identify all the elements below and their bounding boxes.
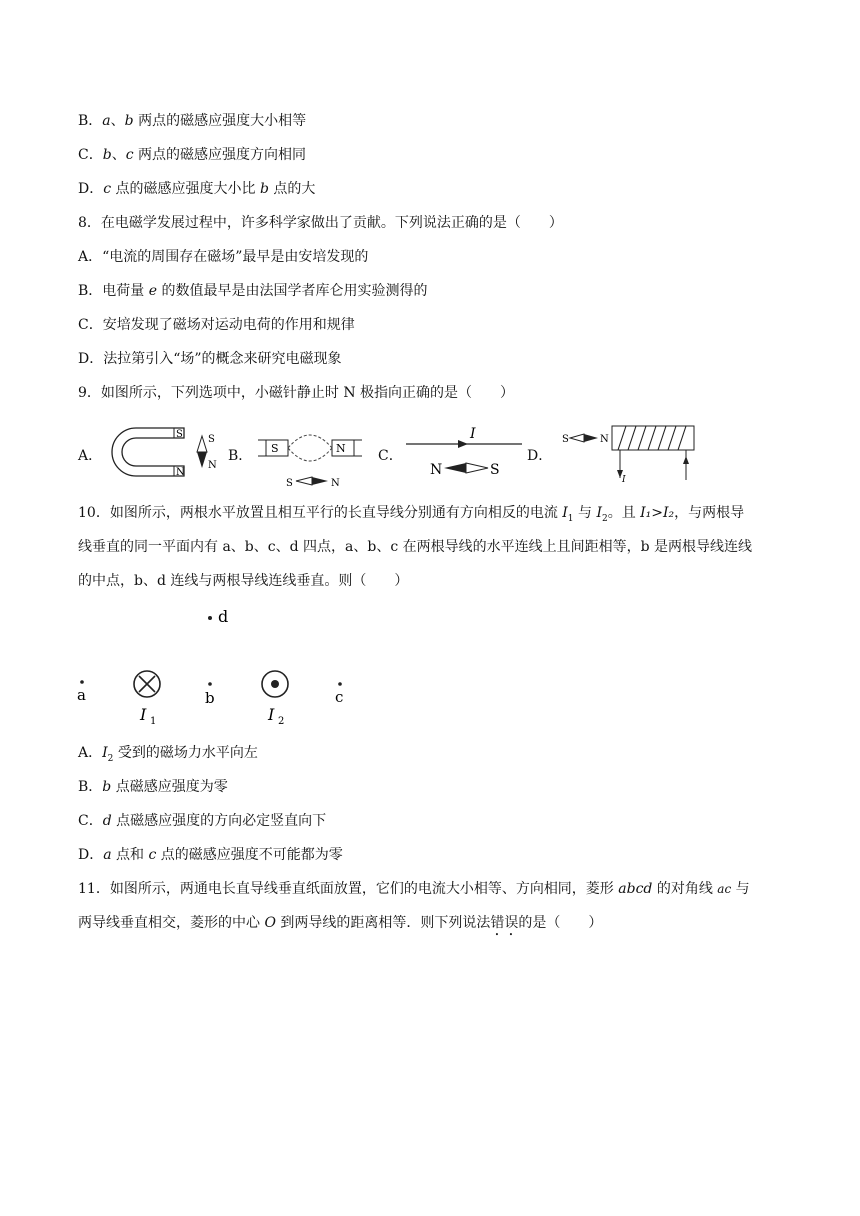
q7-option-b [78, 111, 306, 131]
var: e [148, 283, 158, 299]
var: b [102, 779, 112, 795]
needle-label: S [208, 434, 215, 445]
var: O [264, 915, 276, 931]
needle-label: S [490, 462, 500, 478]
point-label-d: d [218, 607, 229, 626]
option-label: B． [78, 779, 103, 795]
text: 与 [731, 881, 750, 897]
var: c [148, 847, 157, 863]
q10-option-b [78, 777, 228, 797]
text: 11．如图所示，两通电长直导线垂直纸面放置，它们的电流大小相等、方向相同，菱形 [78, 881, 619, 897]
var: d [102, 813, 112, 829]
option-text: 点和 [111, 847, 149, 863]
sep: 、 [110, 113, 125, 129]
text: 与 [573, 505, 597, 521]
q10-line-2: 线垂直的同一平面内有 a、b、c、d 四点，a、b、c 在两根导线的水平连线上且间距相等，b 是两根导线连线 [78, 539, 753, 555]
var: I [562, 505, 568, 521]
option-text: 点的磁感应强度大小比 [111, 181, 260, 197]
option-text: 两点的磁感应强度大小相等 [133, 113, 307, 129]
pole-label: S [176, 429, 183, 440]
option-label: A． [78, 745, 103, 761]
point-label-a: a [77, 686, 86, 704]
q8-option-a: A．“电流的周围存在磁场”最早是由安培发现的 [78, 249, 369, 265]
var: a [103, 847, 112, 863]
sub: 2 [107, 753, 114, 764]
q9-figure-a [104, 420, 224, 484]
current-label: I [470, 426, 476, 442]
option-text: 的数值最早是由法国学者库仑用实验测得的 [157, 283, 428, 299]
emphasis-text: 错误 [490, 915, 519, 931]
option-text: 点磁感应强度为零 [111, 779, 228, 795]
option-text: 两点的磁感应强度方向相同 [133, 147, 306, 163]
var: abcd [618, 881, 653, 897]
var: c [103, 181, 112, 197]
option-text: 点的大 [268, 181, 316, 197]
q11-line-2 [78, 913, 602, 939]
q10-option-a [78, 743, 258, 769]
needle-label: S [562, 434, 569, 445]
text: 。且 [607, 505, 641, 521]
option-text: 点的磁感应强度不可能都为零 [156, 847, 343, 863]
q9-figure-c [404, 422, 528, 482]
wire-label-i2-sub: 2 [278, 716, 285, 727]
q8-stem: 8．在电磁学发展过程中，许多科学家做出了贡献。下列说法正确的是（ ） [78, 215, 563, 231]
wire-label-i1: I [140, 705, 147, 724]
q9-option-a-label: A． [78, 448, 103, 464]
q10-line-3: 的中点，b、d 连线与两根导线连线垂直。则（ ） [78, 573, 409, 589]
q11-line-1 [78, 879, 750, 899]
needle-label: S [286, 478, 293, 489]
q9-option-d-label: D． [527, 448, 553, 464]
var: b [102, 147, 112, 163]
point-label-b: b [205, 689, 215, 707]
option-label: C． [78, 813, 103, 829]
q7-option-d [78, 179, 315, 199]
q9-option-c-label: C． [378, 448, 403, 464]
q8-option-d: D．法拉第引入“场”的概念来研究电磁现象 [78, 351, 342, 367]
option-label: D． [78, 181, 104, 197]
option-text: B．电荷量 [78, 283, 149, 299]
var: I [102, 745, 108, 761]
pole-label: N [176, 467, 185, 478]
wire-label-i1-sub: 1 [150, 716, 157, 727]
wire-label-i2: I [268, 705, 275, 724]
q9-option-b-label: B． [228, 448, 253, 464]
q7-option-c [78, 145, 306, 165]
var: b [124, 113, 134, 129]
q10-line-1 [78, 503, 744, 529]
q8-option-c: C．安培发现了磁场对运动电荷的作用和规律 [78, 317, 355, 333]
q9-figure-b [258, 430, 378, 490]
q9-stem: 9．如图所示，下列选项中，小磁针静止时 N 极指向正确的是（ ） [78, 385, 515, 401]
q9-figure-d [560, 420, 700, 488]
var: I [596, 505, 602, 521]
option-label: C． [78, 147, 103, 163]
var: b [259, 181, 269, 197]
q10-option-d [78, 845, 343, 865]
needle-label: N [430, 462, 443, 478]
var: I₁>I₂ [640, 505, 675, 521]
var: c [125, 147, 134, 163]
text: 到两导线的距离相等．则下列说法 [275, 915, 491, 931]
pole-label: N [336, 442, 346, 455]
var: ac [717, 882, 732, 896]
sep: 、 [111, 147, 126, 163]
text: 10．如图所示，两根水平放置且相互平行的长直导线分别通有方向相反的电流 [78, 505, 563, 521]
q8-option-b [78, 281, 428, 301]
current-label: I [622, 475, 626, 485]
needle-label: N [208, 460, 217, 471]
point-label-c: c [335, 688, 344, 706]
q10-figure [70, 600, 370, 730]
var: a [102, 113, 111, 129]
needle-label: N [600, 434, 609, 445]
text: 的是（ ） [518, 915, 603, 931]
q10-option-c [78, 811, 326, 831]
text: 的对角线 [652, 881, 718, 897]
pole-label: S [271, 442, 279, 455]
text: ，与两根导 [674, 505, 745, 521]
sub: 2 [601, 513, 608, 524]
option-label: D． [78, 847, 104, 863]
option-label: B． [78, 113, 103, 129]
sub: 1 [567, 513, 574, 524]
option-text: 受到的磁场力水平向左 [113, 745, 258, 761]
option-text: 点磁感应强度的方向必定竖直向下 [111, 813, 327, 829]
needle-label: N [331, 478, 340, 489]
text: 两导线垂直相交，菱形的中心 [78, 915, 265, 931]
